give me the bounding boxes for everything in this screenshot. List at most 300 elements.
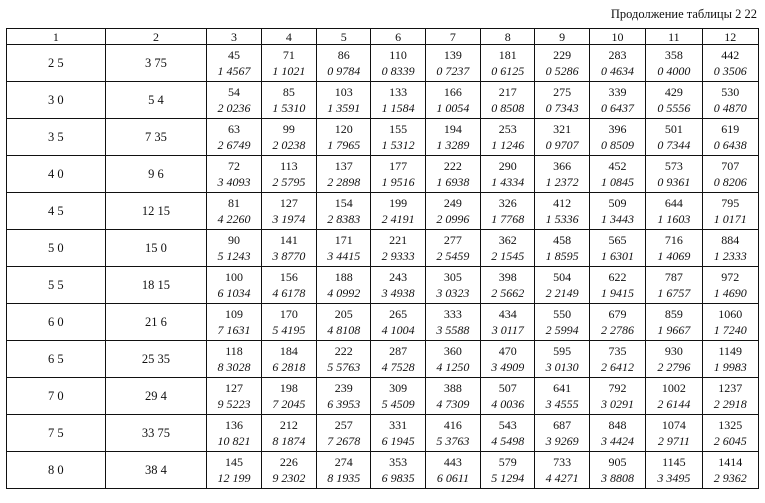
cell-value-bottom: 4 2260	[217, 212, 251, 226]
table-cell	[425, 119, 480, 156]
cell-value-top: 184	[279, 344, 298, 358]
cell-value-top: 85	[282, 85, 295, 99]
table-header	[7, 29, 759, 45]
cell-value-top: 217	[498, 85, 517, 99]
cell-value-bottom: 4 1004	[381, 323, 415, 337]
cell-value-top: 72	[227, 159, 240, 173]
column-header: 3	[207, 29, 261, 45]
cell-value-top: 54	[227, 85, 240, 99]
cell-value-top: 452	[608, 159, 627, 173]
table-cell	[589, 230, 645, 267]
cell-value-top: 275	[553, 85, 572, 99]
cell-value-bottom: 1 5310	[272, 101, 306, 115]
table-cell	[207, 267, 261, 304]
table-cell	[261, 45, 316, 82]
row-param-cell: 9 6	[105, 156, 207, 193]
table-cell	[425, 45, 480, 82]
cell-value-bottom: 1 7768	[491, 212, 525, 226]
cell-value-top: 194	[443, 122, 462, 136]
cell-value-top: 1325	[718, 418, 743, 432]
table-cell	[425, 341, 480, 378]
cell-value-bottom: 12 199	[217, 471, 251, 485]
table-cell	[481, 415, 535, 452]
row-param-cell: 12 15	[105, 193, 207, 230]
cell-value-top: 339	[608, 85, 627, 99]
row-key-cell: 3 0	[7, 82, 106, 119]
cell-value-bottom: 2 6412	[601, 360, 634, 374]
cell-value-top: 507	[498, 381, 517, 395]
table-caption: Продолжение таблицы 2 22	[610, 7, 757, 21]
table-cell	[207, 156, 261, 193]
cell-value-top: 154	[334, 196, 353, 210]
table-cell	[589, 193, 645, 230]
table-cell	[425, 378, 480, 415]
table-cell	[481, 267, 535, 304]
table-cell	[317, 82, 371, 119]
cell-value-top: 321	[553, 122, 572, 136]
table-cell	[425, 82, 480, 119]
table-cell	[481, 193, 535, 230]
cell-value-top: 416	[443, 418, 462, 432]
cell-value-bottom: 2 4191	[381, 212, 415, 226]
table-cell	[646, 378, 702, 415]
row-param-cell: 3 75	[105, 45, 207, 82]
cell-value-bottom: 1 5312	[381, 138, 415, 152]
cell-value-top: 1060	[718, 307, 743, 321]
cell-value-top: 155	[389, 122, 408, 136]
cell-value-bottom: 2 9711	[657, 434, 690, 448]
table-cell	[535, 415, 589, 452]
cell-value-bottom: 10 821	[217, 434, 251, 448]
cell-value-bottom: 1 7240	[713, 323, 747, 337]
cell-value-top: 530	[721, 85, 740, 99]
row-key-cell: 5 5	[7, 267, 106, 304]
cell-value-top: 110	[389, 48, 407, 62]
table-cell	[371, 45, 425, 82]
cell-value-bottom: 3 5588	[436, 323, 470, 337]
cell-value-bottom: 5 5763	[327, 360, 361, 374]
cell-value-top: 707	[721, 159, 740, 173]
row-key-cell: 5 0	[7, 230, 106, 267]
cell-value-top: 795	[721, 196, 740, 210]
cell-value-bottom: 8 1935	[327, 471, 361, 485]
cell-value-bottom: 3 8808	[601, 471, 634, 485]
cell-value-top: 137	[334, 159, 353, 173]
cell-value-bottom: 2 0238	[272, 138, 306, 152]
table-cell	[207, 230, 261, 267]
cell-value-bottom: 9 2302	[272, 471, 306, 485]
table-cell	[317, 452, 371, 489]
cell-value-top: 550	[553, 307, 572, 321]
table-cell	[646, 45, 702, 82]
table-cell	[481, 230, 535, 267]
row-param-cell: 25 35	[105, 341, 207, 378]
table-cell	[702, 415, 758, 452]
cell-value-bottom: 8 1874	[272, 434, 306, 448]
table-cell	[589, 304, 645, 341]
cell-value-top: 848	[608, 418, 627, 432]
table-cell	[702, 341, 758, 378]
cell-value-top: 543	[498, 418, 517, 432]
row-key-cell: 7 0	[7, 378, 106, 415]
table-cell	[481, 156, 535, 193]
table-row	[7, 156, 759, 193]
row-key-cell: 3 5	[7, 119, 106, 156]
cell-value-bottom: 1 4334	[491, 175, 525, 189]
table-cell	[535, 341, 589, 378]
column-header: 11	[646, 29, 702, 45]
table-cell	[646, 193, 702, 230]
table-cell	[207, 304, 261, 341]
cell-value-top: 1002	[661, 381, 686, 395]
table-cell	[425, 452, 480, 489]
table-cell	[589, 415, 645, 452]
table-cell	[702, 119, 758, 156]
table-cell	[589, 156, 645, 193]
column-header: 2	[105, 29, 207, 45]
column-header: 10	[589, 29, 645, 45]
row-key-cell: 2 5	[7, 45, 106, 82]
table-cell	[535, 82, 589, 119]
cell-value-bottom: 1 2333	[713, 249, 747, 263]
cell-value-top: 81	[227, 196, 240, 210]
cell-value-bottom: 2 2786	[601, 323, 634, 337]
table-cell	[646, 415, 702, 452]
cell-value-bottom: 7 2678	[327, 434, 361, 448]
table-row	[7, 267, 759, 304]
cell-value-top: 283	[608, 48, 627, 62]
cell-value-top: 171	[334, 233, 353, 247]
table-cell	[535, 378, 589, 415]
table-cell	[589, 267, 645, 304]
cell-value-top: 141	[279, 233, 298, 247]
table-row	[7, 193, 759, 230]
cell-value-bottom: 0 6125	[491, 64, 525, 78]
cell-value-bottom: 1 3289	[436, 138, 470, 152]
cell-value-bottom: 1 2372	[545, 175, 579, 189]
cell-value-bottom: 8 3028	[217, 360, 251, 374]
table-cell	[535, 267, 589, 304]
cell-value-top: 205	[334, 307, 353, 321]
table-cell	[317, 415, 371, 452]
cell-value-bottom: 1 9983	[713, 360, 747, 374]
cell-value-bottom: 6 2818	[272, 360, 306, 374]
table-cell	[646, 156, 702, 193]
cell-value-bottom: 0 8206	[713, 175, 747, 189]
column-header: 9	[535, 29, 589, 45]
table-cell	[589, 82, 645, 119]
data-table	[6, 28, 759, 489]
cell-value-bottom: 2 6749	[217, 138, 251, 152]
cell-value-bottom: 0 7237	[436, 64, 470, 78]
row-key-cell: 8 0	[7, 452, 106, 489]
cell-value-bottom: 4 4271	[545, 471, 579, 485]
cell-value-top: 884	[721, 233, 740, 247]
cell-value-top: 118	[225, 344, 243, 358]
row-param-cell: 15 0	[105, 230, 207, 267]
cell-value-top: 305	[443, 270, 462, 284]
table-row	[7, 341, 759, 378]
cell-value-bottom: 6 9835	[381, 471, 415, 485]
table-cell	[261, 230, 316, 267]
table-cell	[425, 267, 480, 304]
cell-value-bottom: 1 4069	[657, 249, 691, 263]
cell-value-bottom: 1 9667	[657, 323, 691, 337]
cell-value-top: 100	[224, 270, 243, 284]
table-cell	[702, 378, 758, 415]
cell-value-bottom: 7 2045	[272, 397, 306, 411]
cell-value-top: 156	[279, 270, 298, 284]
cell-value-top: 859	[664, 307, 683, 321]
cell-value-bottom: 3 8770	[272, 249, 306, 263]
cell-value-top: 358	[664, 48, 683, 62]
table-cell	[371, 156, 425, 193]
table-cell	[207, 82, 261, 119]
cell-value-bottom: 1 1021	[272, 64, 306, 78]
table-cell	[646, 452, 702, 489]
cell-value-top: 239	[334, 381, 353, 395]
cell-value-bottom: 1 6301	[601, 249, 634, 263]
cell-value-bottom: 2 2898	[327, 175, 361, 189]
cell-value-bottom: 0 5286	[545, 64, 579, 78]
cell-value-bottom: 6 0611	[436, 471, 469, 485]
cell-value-bottom: 0 8509	[601, 138, 634, 152]
table-cell	[646, 267, 702, 304]
column-header: 4	[261, 29, 316, 45]
cell-value-top: 326	[498, 196, 517, 210]
cell-value-top: 470	[498, 344, 517, 358]
table-cell	[317, 304, 371, 341]
cell-value-bottom: 1 4690	[713, 286, 747, 300]
table-cell	[481, 119, 535, 156]
table-cell	[646, 119, 702, 156]
table-cell	[535, 45, 589, 82]
table-cell	[646, 82, 702, 119]
table-cell	[481, 378, 535, 415]
cell-value-bottom: 0 4870	[713, 101, 747, 115]
cell-value-top: 733	[553, 455, 572, 469]
cell-value-bottom: 1 0171	[713, 212, 747, 226]
cell-value-bottom: 3 1974	[272, 212, 306, 226]
cell-value-top: 1414	[718, 455, 743, 469]
table-cell	[425, 415, 480, 452]
cell-value-top: 509	[608, 196, 627, 210]
cell-value-bottom: 1 8595	[545, 249, 579, 263]
cell-value-top: 1149	[718, 344, 743, 358]
cell-value-top: 579	[498, 455, 517, 469]
table-cell	[646, 304, 702, 341]
cell-value-bottom: 0 9361	[657, 175, 691, 189]
cell-value-bottom: 3 4909	[491, 360, 525, 374]
table-cell	[371, 378, 425, 415]
cell-value-bottom: 1 1246	[491, 138, 525, 152]
cell-value-top: 287	[389, 344, 408, 358]
table-cell	[207, 341, 261, 378]
table-cell	[371, 304, 425, 341]
cell-value-bottom: 0 9707	[545, 138, 579, 152]
row-key-cell: 4 0	[7, 156, 106, 193]
cell-value-top: 504	[553, 270, 572, 284]
table-cell	[702, 193, 758, 230]
cell-value-top: 166	[443, 85, 462, 99]
cell-value-top: 45	[227, 48, 240, 62]
cell-value-top: 109	[224, 307, 243, 321]
cell-value-top: 103	[334, 85, 353, 99]
cell-value-top: 253	[498, 122, 517, 136]
cell-value-top: 222	[443, 159, 462, 173]
cell-value-top: 398	[498, 270, 517, 284]
cell-value-bottom: 2 6144	[657, 397, 691, 411]
row-param-cell: 21 6	[105, 304, 207, 341]
cell-value-bottom: 3 4424	[601, 434, 634, 448]
table-cell	[371, 230, 425, 267]
table-cell	[371, 119, 425, 156]
cell-value-bottom: 0 8508	[491, 101, 525, 115]
table-cell	[371, 267, 425, 304]
cell-value-bottom: 4 7528	[381, 360, 415, 374]
row-param-cell: 18 15	[105, 267, 207, 304]
cell-value-bottom: 3 3495	[657, 471, 691, 485]
table-cell	[535, 452, 589, 489]
cell-value-top: 331	[389, 418, 408, 432]
table-cell	[317, 230, 371, 267]
table-row	[7, 119, 759, 156]
cell-value-bottom: 0 3506	[713, 64, 747, 78]
table-cell	[207, 45, 261, 82]
table-cell	[646, 230, 702, 267]
cell-value-bottom: 2 5662	[491, 286, 525, 300]
cell-value-top: 277	[443, 233, 462, 247]
cell-value-top: 360	[443, 344, 462, 358]
table-cell	[702, 452, 758, 489]
table-cell	[481, 341, 535, 378]
row-key-cell: 7 5	[7, 415, 106, 452]
table-cell	[207, 452, 261, 489]
cell-value-top: 930	[664, 344, 683, 358]
row-key-cell: 6 0	[7, 304, 106, 341]
cell-value-bottom: 0 4634	[601, 64, 634, 78]
cell-value-top: 619	[721, 122, 740, 136]
cell-value-bottom: 2 6045	[713, 434, 747, 448]
cell-value-bottom: 3 0291	[601, 397, 634, 411]
cell-value-bottom: 0 8339	[381, 64, 415, 78]
table-cell	[261, 452, 316, 489]
cell-value-top: 573	[664, 159, 683, 173]
cell-value-top: 99	[282, 122, 295, 136]
cell-value-bottom: 0 7343	[545, 101, 579, 115]
cell-value-top: 412	[553, 196, 572, 210]
cell-value-bottom: 3 0323	[436, 286, 470, 300]
header-row	[7, 29, 759, 45]
cell-value-bottom: 9 5223	[217, 397, 251, 411]
cell-value-top: 290	[498, 159, 517, 173]
cell-value-top: 127	[224, 381, 243, 395]
cell-value-bottom: 6 3953	[327, 397, 361, 411]
cell-value-bottom: 4 5498	[491, 434, 525, 448]
cell-value-top: 972	[721, 270, 740, 284]
table-cell	[535, 156, 589, 193]
table-cell	[589, 341, 645, 378]
cell-value-top: 274	[334, 455, 353, 469]
cell-value-top: 735	[608, 344, 627, 358]
cell-value-top: 362	[498, 233, 517, 247]
cell-value-bottom: 1 3443	[601, 212, 634, 226]
cell-value-top: 90	[227, 233, 240, 247]
cell-value-bottom: 1 0054	[436, 101, 470, 115]
cell-value-top: 622	[608, 270, 627, 284]
cell-value-bottom: 4 1250	[436, 360, 470, 374]
cell-value-bottom: 2 2796	[657, 360, 691, 374]
cell-value-bottom: 0 4000	[657, 64, 691, 78]
table-cell	[535, 119, 589, 156]
cell-value-bottom: 2 5795	[272, 175, 306, 189]
table-cell	[371, 193, 425, 230]
table-row	[7, 45, 759, 82]
cell-value-top: 133	[389, 85, 408, 99]
cell-value-bottom: 5 3763	[436, 434, 470, 448]
cell-value-bottom: 3 0117	[491, 323, 524, 337]
cell-value-top: 170	[279, 307, 298, 321]
table-cell	[646, 341, 702, 378]
cell-value-bottom: 1 1584	[381, 101, 415, 115]
row-param-cell: 33 75	[105, 415, 207, 452]
table-cell	[481, 304, 535, 341]
cell-value-bottom: 3 0130	[545, 360, 579, 374]
cell-value-bottom: 2 2149	[545, 286, 579, 300]
cell-value-top: 212	[279, 418, 298, 432]
cell-value-bottom: 1 3591	[327, 101, 361, 115]
table-cell	[317, 156, 371, 193]
cell-value-top: 63	[227, 122, 240, 136]
cell-value-bottom: 3 4415	[327, 249, 361, 263]
cell-value-top: 333	[443, 307, 462, 321]
table-cell	[261, 341, 316, 378]
table-cell	[535, 304, 589, 341]
table-body	[7, 45, 759, 489]
table-cell	[702, 82, 758, 119]
table-cell	[317, 341, 371, 378]
table-cell	[535, 193, 589, 230]
cell-value-top: 265	[389, 307, 408, 321]
cell-value-bottom: 2 0996	[436, 212, 470, 226]
table-cell	[702, 45, 758, 82]
table-cell	[261, 119, 316, 156]
cell-value-top: 443	[443, 455, 462, 469]
table-cell	[261, 267, 316, 304]
cell-value-top: 257	[334, 418, 353, 432]
cell-value-top: 1074	[661, 418, 686, 432]
table-cell	[589, 378, 645, 415]
row-key-cell: 6 5	[7, 341, 106, 378]
table-cell	[261, 415, 316, 452]
cell-value-bottom: 1 0845	[601, 175, 634, 189]
cell-value-top: 249	[443, 196, 462, 210]
cell-value-bottom: 5 1243	[217, 249, 251, 263]
cell-value-bottom: 2 2918	[713, 397, 747, 411]
cell-value-top: 1145	[662, 455, 686, 469]
cell-value-bottom: 0 5556	[657, 101, 691, 115]
table-cell	[589, 452, 645, 489]
cell-value-bottom: 2 9333	[381, 249, 415, 263]
cell-value-bottom: 2 5994	[545, 323, 579, 337]
table-cell	[207, 119, 261, 156]
cell-value-bottom: 2 0236	[217, 101, 251, 115]
cell-value-top: 429	[664, 85, 683, 99]
cell-value-top: 188	[334, 270, 353, 284]
cell-value-bottom: 1 7965	[327, 138, 361, 152]
cell-value-bottom: 2 1545	[491, 249, 525, 263]
table-cell	[317, 45, 371, 82]
